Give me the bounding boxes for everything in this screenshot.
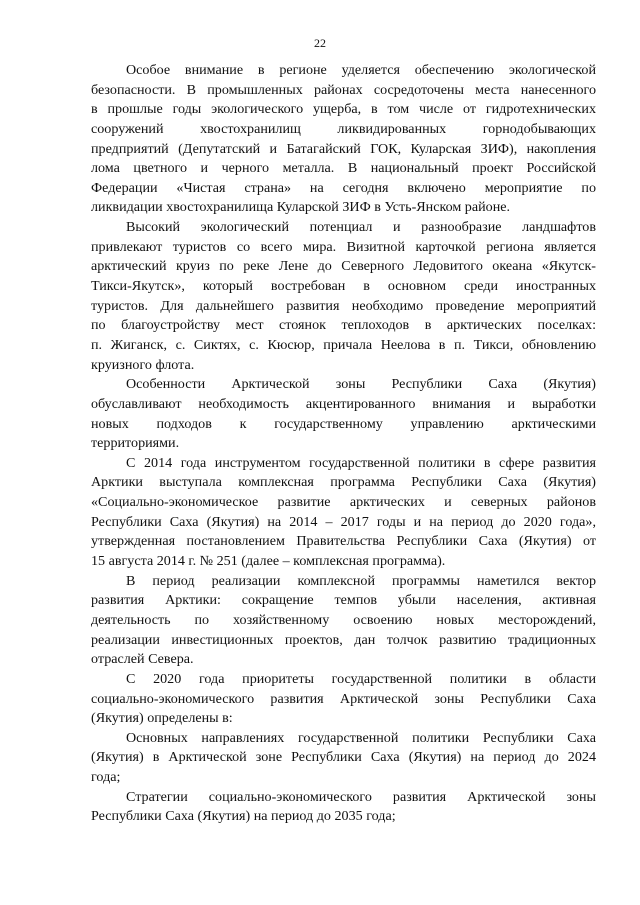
text-line: сооружений хвостохранилищ ликвидированных горнодобывающих — [91, 120, 596, 137]
text-line: Основных направлениях государственной политики Республики Саха — [126, 729, 596, 746]
text-line: в прошлые годы экологического ущерба, в том числе от гидротехнических — [91, 101, 596, 118]
text-line: круизного флота. — [91, 356, 195, 373]
paragraph — [91, 670, 596, 729]
text-line: года; — [91, 769, 121, 786]
text-line: «Социально-экономическое развитие арктических и северных районов — [91, 494, 596, 511]
paragraph — [91, 375, 596, 454]
text-line: привлекают туристов со всего мира. Визитной карточкой региона является — [91, 238, 596, 255]
page-number: 22 — [314, 36, 326, 50]
text-line: (Якутия) определены в: — [91, 710, 233, 727]
text-line: лома цветного и черного металла. В национальный проект Российской — [91, 160, 596, 177]
text-line: В период реализации комплексной программы наметился вектор — [126, 572, 596, 589]
text-line: Арктики выступала комплексная программа Республики Саха (Якутия) — [91, 474, 596, 491]
text-line: С 2014 года инструментом государственной политики в сфере развития — [126, 454, 596, 471]
paragraph — [91, 218, 596, 375]
body-text — [91, 61, 596, 827]
text-line: (Якутия) в Арктической зоне Республики Саха (Якутия) на период до 2024 — [91, 749, 596, 766]
text-line: обуславливают необходимость акцентированного внимания и выработки — [91, 395, 596, 412]
text-line: Федерации «Чистая страна» на сегодня включено мероприятие по — [91, 179, 596, 196]
text-line: Стратегии социально-экономического развития Арктической зоны — [126, 788, 596, 805]
text-line: Особое внимание в регионе уделяется обеспечению экологической — [126, 62, 596, 78]
paragraph — [91, 788, 596, 827]
text-line: деятельность по хозяйственному освоению новых месторождений, — [91, 611, 596, 628]
paragraph — [91, 729, 596, 788]
paragraph — [91, 454, 596, 572]
text-line: Особенности Арктической зоны Республики Саха (Якутия) — [126, 376, 596, 393]
text-line: предприятий (Депутатский и Батагайский ГОК, Куларская ЗИФ), накопления — [91, 140, 596, 157]
text-line: реализации инвестиционных проектов, дан толчок развитию традиционных — [91, 631, 596, 648]
text-line: Республики Саха (Якутия) на 2014 – 2017 годы и на период до 2020 года», — [91, 513, 596, 530]
text-line: 15 августа 2014 г. № 251 (далее – комплексная программа). — [91, 553, 446, 570]
text-line: Тикси-Якутск», который востребован в основном среди иностранных — [91, 278, 596, 295]
text-line: отраслей Севера. — [91, 651, 194, 668]
text-line: Республики Саха (Якутия) на период до 2035 года; — [91, 808, 396, 825]
text-line: ликвидации хвостохранилища Куларской ЗИФ в Усть-Янском районе. — [91, 199, 511, 216]
text-line: развития Арктики: сокращение темпов убыли населения, активная — [91, 592, 596, 609]
text-line: территориями. — [91, 435, 180, 452]
paragraph — [91, 61, 596, 218]
text-line: безопасности. В промышленных районах сосредоточены места нанесенного — [91, 81, 596, 98]
text-line: Высокий экологический потенциал и разнообразие ландшафтов — [126, 219, 596, 236]
text-line: арктический круиз по реке Лене до Северного Ледовитого океана «Якутск- — [91, 258, 596, 275]
text-line: С 2020 года приоритеты государственной политики в области — [126, 670, 596, 687]
text-line: п. Жиганск, с. Сиктях, с. Кюсюр, причала Неелова в п. Тикси, обновлению — [91, 336, 596, 353]
paragraph — [91, 572, 596, 670]
text-line: социально-экономического развития Арктической зоны Республики Саха — [91, 690, 596, 707]
text-line: по благоустройству мест стоянок теплоходов в арктических поселках: — [91, 317, 596, 334]
text-line: утвержденная постановлением Правительства Республики Саха (Якутия) от — [91, 533, 596, 550]
text-line: новых подходов к государственному управлению арктическими — [91, 415, 596, 432]
text-line: туристов. Для дальнейшего развития необходимо проведение мероприятий — [91, 297, 596, 314]
